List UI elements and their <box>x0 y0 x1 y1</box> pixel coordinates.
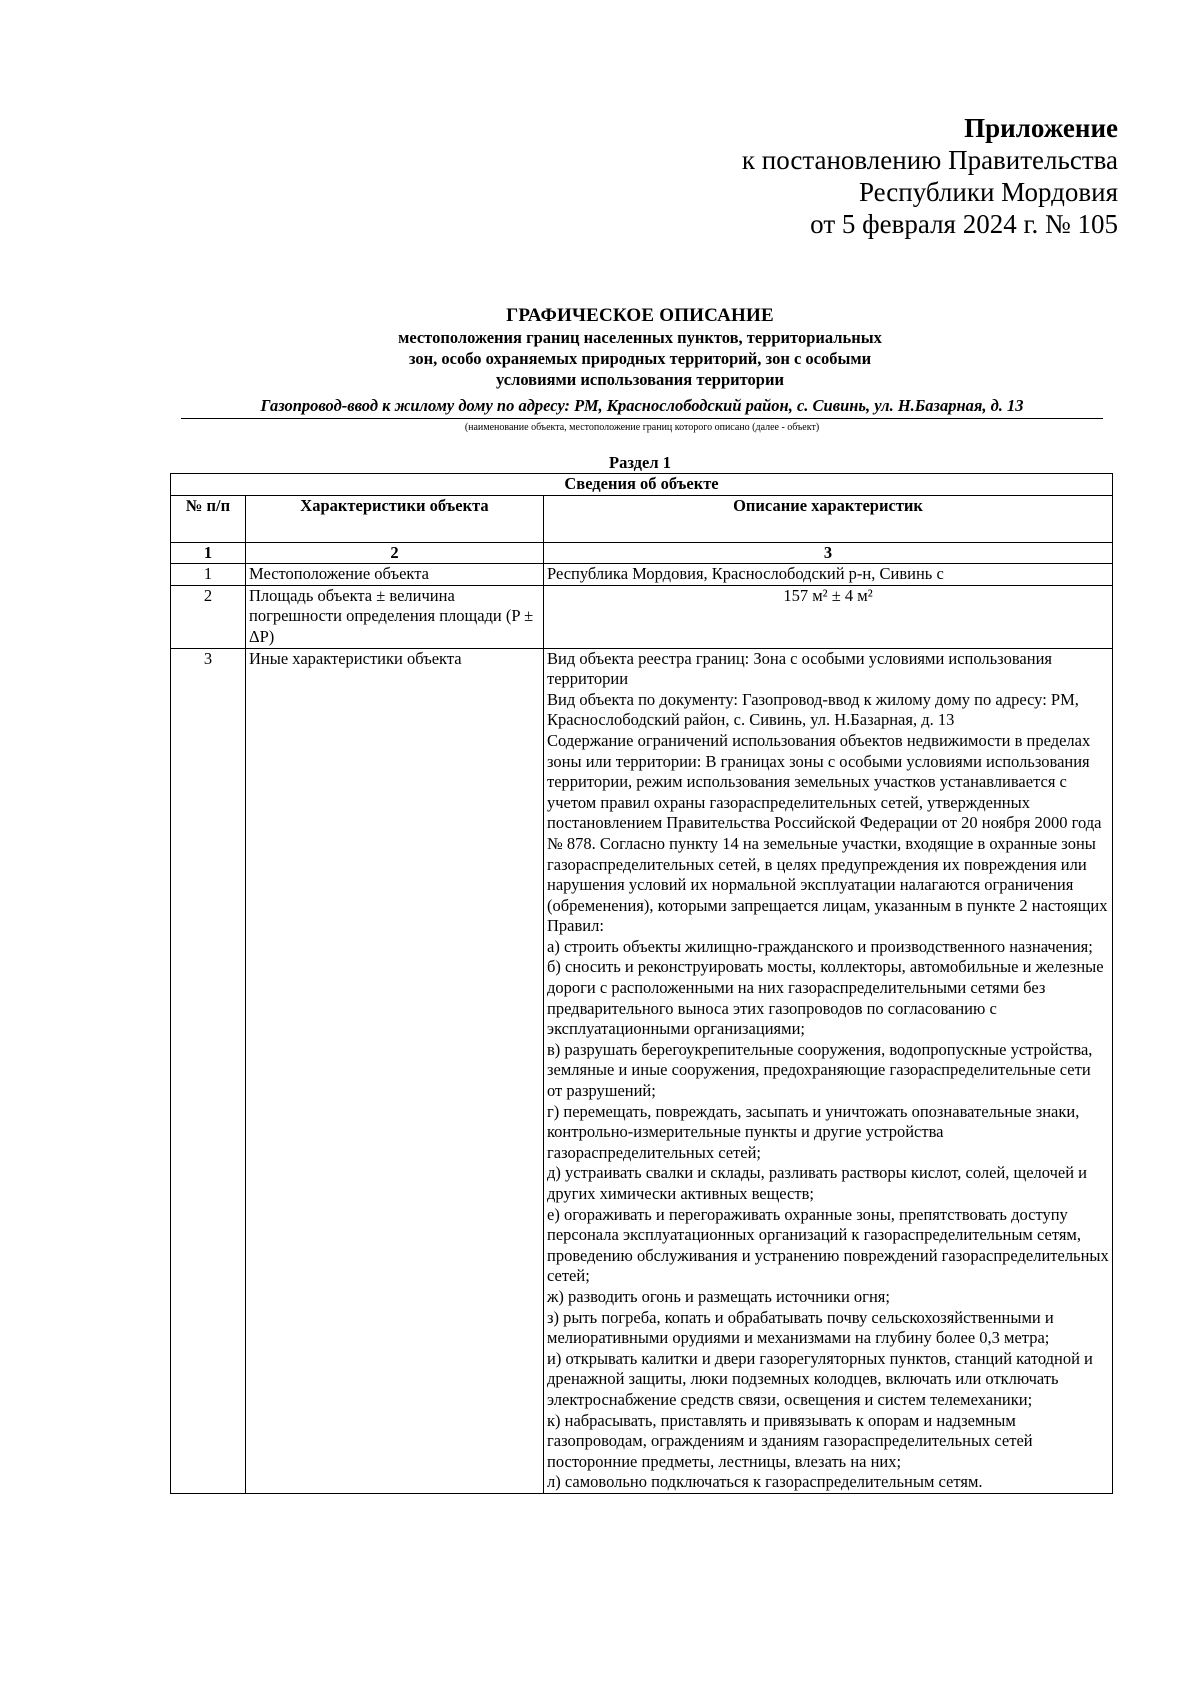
description-paragraph: г) перемещать, повреждать, засыпать и уничтожать опознавательные знаки, контрольно-измерительные пункты и другие устройства газораспределительных сетей; <box>547 1101 1080 1162</box>
description-paragraph: л) самовольно подключаться к газораспределительным сетям. <box>547 1472 983 1492</box>
row-number: 3 <box>171 648 246 1493</box>
object-info-table <box>170 473 1113 1494</box>
title-line-1: местоположения границ населенных пунктов, территориальных <box>398 328 882 347</box>
row-number: 2 <box>171 585 246 648</box>
column-number-1: 1 <box>171 542 246 564</box>
description-paragraph: к) набрасывать, приставлять и привязывать к опорам и надземным газопроводам, ограждениям и зданиям газораспределительных сетей посторонние предметы, лестницы, влезать на них; <box>547 1410 1033 1471</box>
table-caption-row <box>171 474 1113 496</box>
appendix-line-3: от 5 февраля 2024 г. № 105 <box>810 209 1118 239</box>
description-paragraph: и) открывать калитки и двери газорегуляторных пунктов, станций катодной и дренажной защиты, люки подземных колодцев, включать или отключать электроснабжение средств связи, освещения и систем телемеханики; <box>547 1348 1093 1409</box>
title-main: ГРАФИЧЕСКОЕ ОПИСАНИЕ <box>506 305 774 326</box>
row-characteristic: Площадь объекта ± величина погрешности определения площади (P ± ΔP) <box>246 585 544 648</box>
section-title: Раздел 1 <box>609 453 671 472</box>
table-row <box>171 648 1113 1493</box>
row-number: 1 <box>171 564 246 586</box>
header-characteristic: Характеристики объекта <box>246 495 544 542</box>
description-paragraph: Вид объекта реестра границ: Зона с особыми условиями использования территории <box>547 648 1052 689</box>
description-paragraph: Вид объекта по документу: Газопровод-ввод к жилому дому по адресу: РМ, Краснослободский район, с. Сивинь, ул. Н.Базарная, д. 13 <box>547 689 1079 730</box>
description-paragraph: е) огораживать и перегораживать охранные зоны, препятствовать доступу персонала эксплуатационных организаций к газораспределительным сетям, проведению обслуживания и устранению повреждений газораспределительных сетей; <box>547 1204 1109 1286</box>
object-name-caption: (наименование объекта, местоположение границ которого описано (далее - объект) <box>464 422 820 433</box>
title-line-2: зон, особо охраняемых природных территорий, зон с особыми <box>408 349 872 368</box>
object-name: Газопровод-ввод к жилому дому по адресу: РМ, Краснослободский район, с. Сивинь, ул. Н.Базарная, д. 13 <box>181 395 1103 419</box>
description-paragraph: Содержание ограничений использования объектов недвижимости в пределах зоны или территории: В границах зоны с особыми условиями использования территории, режим использования земельных участков устанавливается с учетом правил охраны газораспределительных сетей, утвержденных постановлением Правительства Российской Федерации от 20 ноября 2000 года № 878. Согласно пункту 14 на земельные участки, входящие в охранные зоны газораспределительных сетей, в целях предупреждения их повреждения или нарушения условий их нормальной эксплуатации налагаются ограничения (обременения), которыми запрещается лицам, указанным в пункте 2 настоящих Правил: <box>547 730 1108 936</box>
appendix-block <box>598 112 1118 240</box>
table-row <box>171 585 1113 648</box>
appendix-line-1: к постановлению Правительства <box>741 145 1118 175</box>
table-row <box>171 564 1113 586</box>
table-header-row <box>171 495 1113 542</box>
description-paragraph: а) строить объекты жилищно-гражданского и производственного назначения; <box>547 936 1093 956</box>
description-paragraph: б) сносить и реконструировать мосты, коллекторы, автомобильные и железные дороги с расположенными на них газораспределительными сетями без предварительного выноса этих газопроводов по согласованию с эксплуатационными организациями; <box>547 957 1104 1039</box>
row-description: 157 м² ± 4 м² <box>544 585 1113 648</box>
header-description: Описание характеристик <box>544 495 1113 542</box>
row-description: Республика Мордовия, Краснослободский р-н, Сивинь с <box>544 564 1113 586</box>
title-line-3: условиями использования территории <box>496 370 784 389</box>
row-characteristic: Местоположение объекта <box>246 564 544 586</box>
appendix-line-2: Республики Мордовия <box>858 177 1118 207</box>
description-paragraph: з) рыть погреба, копать и обрабатывать почву сельскохозяйственными и мелиоративными орудиями и механизмами на глубину более 0,3 метра; <box>547 1307 1054 1348</box>
row-description <box>544 648 1113 1493</box>
document-title <box>170 305 1110 390</box>
column-number-row <box>171 542 1113 564</box>
header-number: № п/п <box>171 495 246 542</box>
description-paragraph: д) устраивать свалки и склады, разливать растворы кислот, солей, щелочей и других химически активных веществ; <box>547 1163 1088 1203</box>
row-characteristic: Иные характеристики объекта <box>246 648 544 1493</box>
table-caption: Сведения об объекте <box>171 474 1113 496</box>
column-number-3: 3 <box>544 542 1113 564</box>
appendix-heading: Приложение <box>964 113 1118 143</box>
description-paragraph: в) разрушать берегоукрепительные сооружения, водопропускные устройства, земляные и иные сооружения, предохраняющие газораспределительные сети от разрушений; <box>547 1039 1093 1101</box>
column-number-2: 2 <box>246 542 544 564</box>
description-paragraph: ж) разводить огонь и размещать источники огня; <box>547 1286 890 1306</box>
